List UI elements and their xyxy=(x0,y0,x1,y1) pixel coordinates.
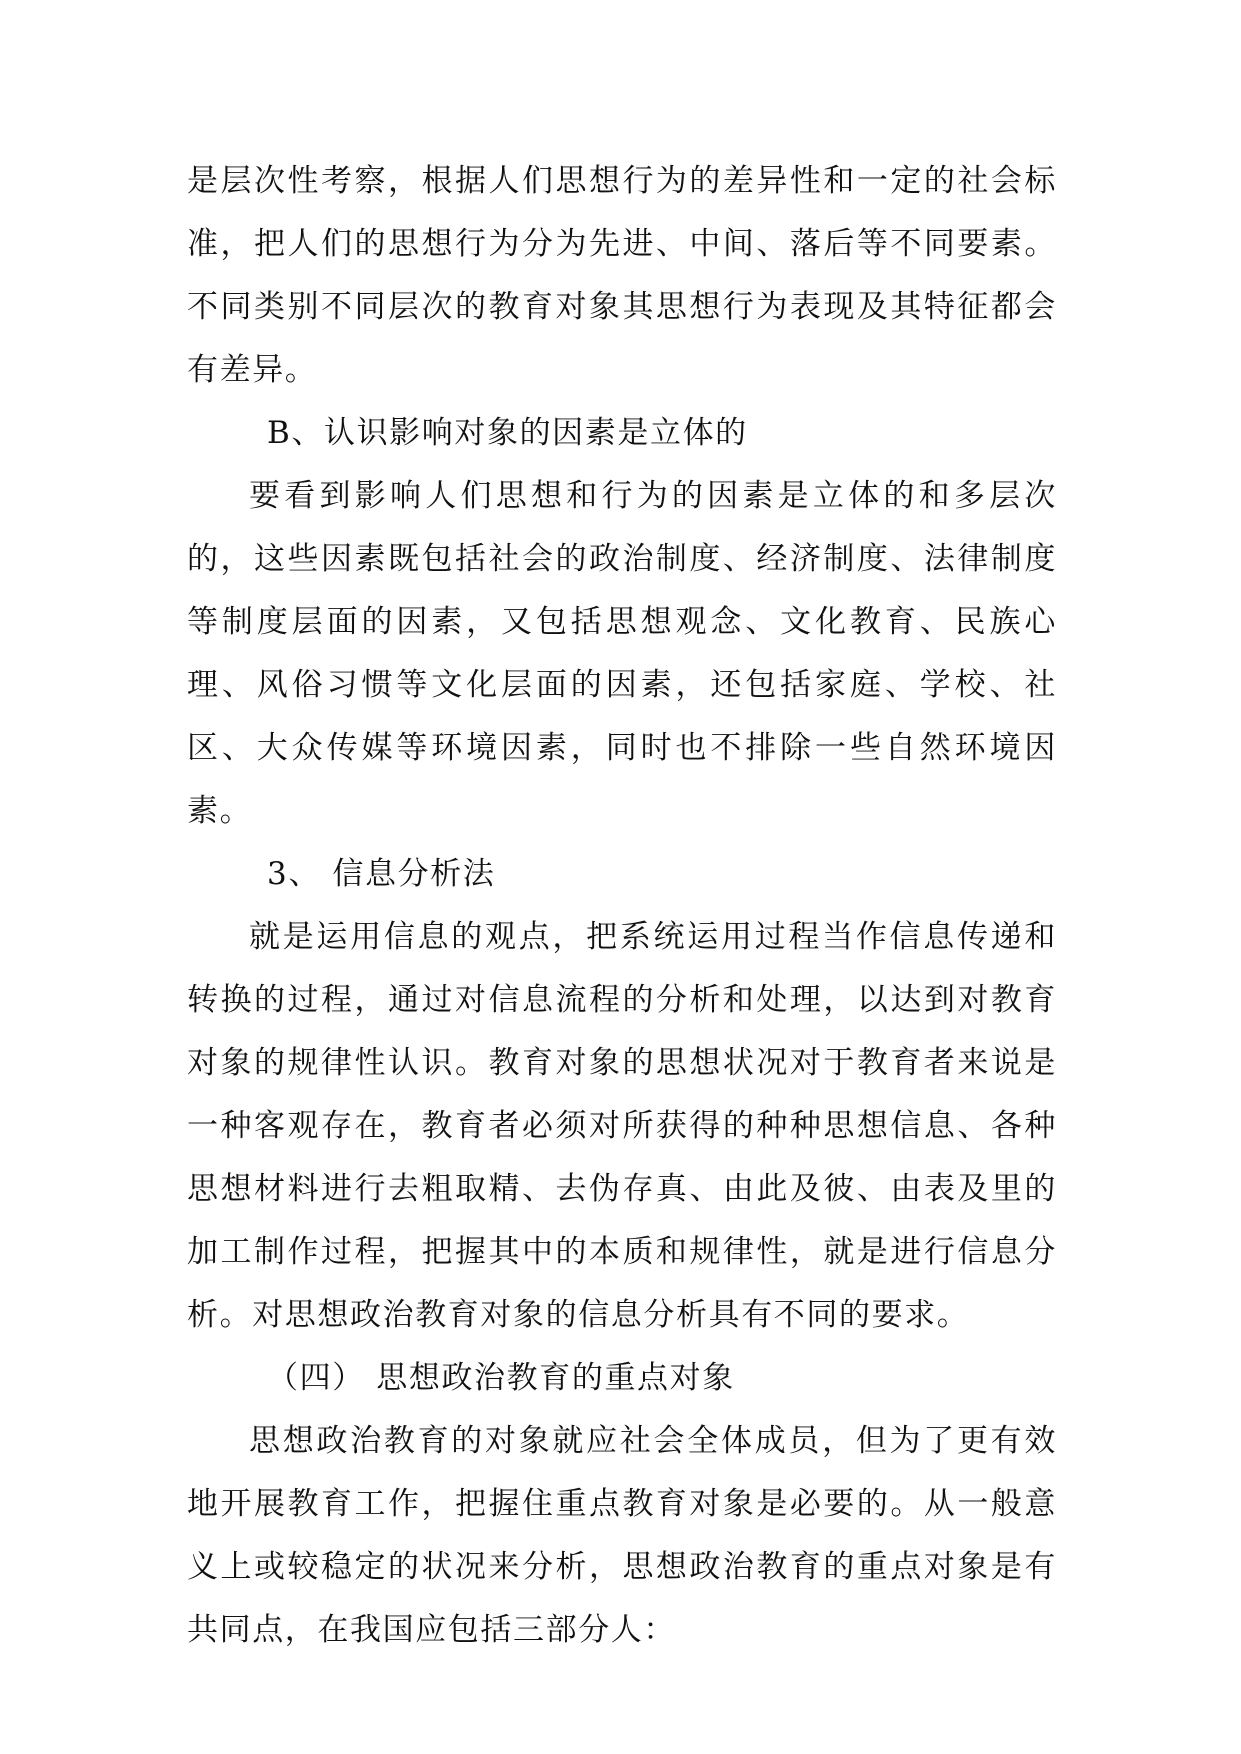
paragraph-factors: 要看到影响人们思想和行为的因素是立体的和多层次的，这些因素既包括社会的政治制度、经济制度、法律制度等制度层面的因素，又包括思想观念、文化教育、民族心理、风俗习惯等文化层面的因素，还包括家庭、学校、社区、大众传媒等环境因素，同时也不排除一些自然环境因素。 xyxy=(187,478,1057,829)
subheading-b: B、认识影响对象的因素是立体的 xyxy=(267,415,748,451)
document-body xyxy=(187,150,1057,1662)
subheading-3: 3、 信息分析法 xyxy=(267,856,496,892)
paragraph-key-objects: 思想政治教育的对象就应社会全体成员，但为了更有效地开展教育工作，把握住重点教育对象是必要的。从一般意义上或较稳定的状况来分析，思想政治教育的重点对象是有共同点，在我国应包括三部分人： xyxy=(187,1423,1057,1648)
section-heading-4: （四） 思想政治教育的重点对象 xyxy=(267,1360,735,1396)
paragraph-continuation: 是层次性考察，根据人们思想行为的差异性和一定的社会标准，把人们的思想行为分为先进、中间、落后等不同要素。不同类别不同层次的教育对象其思想行为表现及其特征都会有差异。 xyxy=(187,163,1057,388)
paragraph-information-analysis: 就是运用信息的观点，把系统运用过程当作信息传递和转换的过程，通过对信息流程的分析和处理，以达到对教育对象的规律性认识。教育对象的思想状况对于教育者来说是一种客观存在，教育者必须对所获得的种种思想信息、各种思想材料进行去粗取精、去伪存真、由此及彼、由表及里的加工制作过程，把握其中的本质和规律性，就是进行信息分析。对思想政治教育对象的信息分析具有不同的要求。 xyxy=(187,919,1057,1333)
